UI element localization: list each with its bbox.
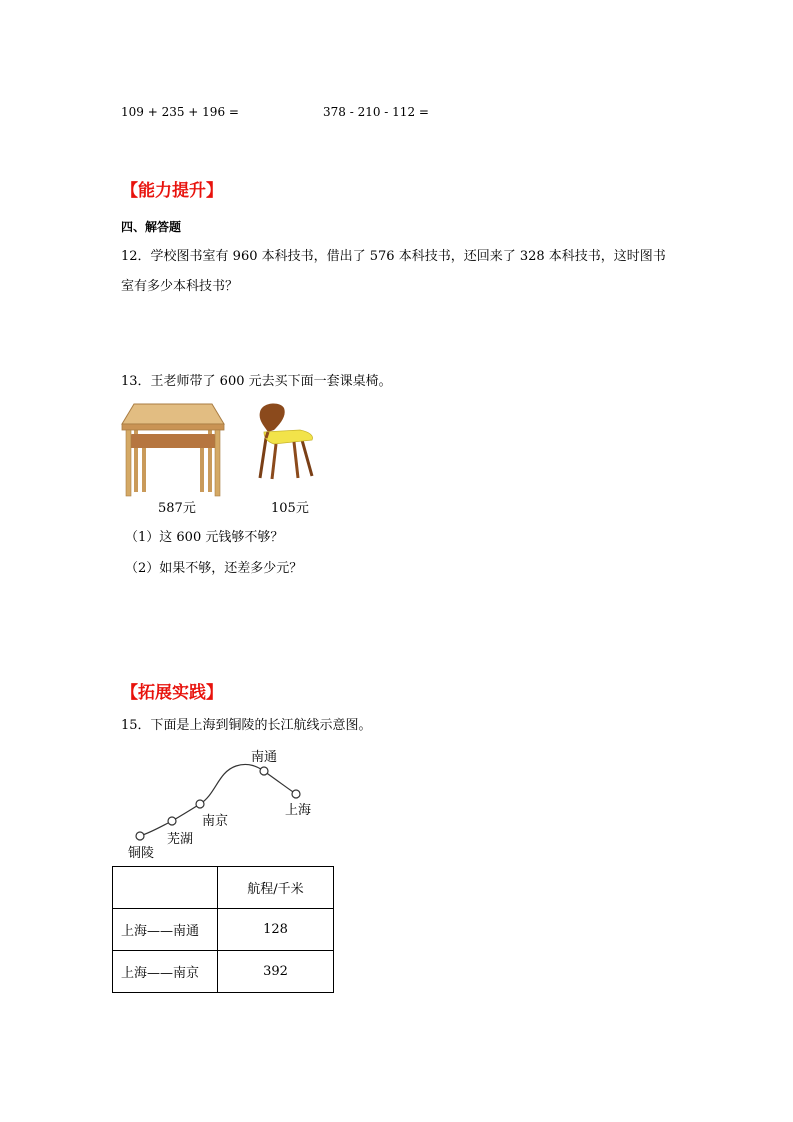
section-title-practice: 【拓展实践】 [121,683,223,703]
map-label-tongling: 铜陵 [128,846,155,861]
map-label-nantong: 南通 [251,750,278,765]
subsection-title: 四、解答题 [121,220,182,234]
wuhu-node [168,817,176,825]
table-cell-distance: 392 [218,951,334,993]
chair-price: 105元 [271,501,309,516]
question-12-line-1: 12．学校图书室有 960 本科技书，借出了 576 本科技书，还回来了 328 本科技书，这时图书 [121,249,666,264]
table-row [113,951,334,993]
table-cell-route: 上海——南京 [113,951,218,993]
table-header-cell [113,867,218,909]
map-label-shanghai: 上海 [285,803,312,818]
question-12-line-2: 室有多少本科技书？ [121,279,239,294]
shanghai-node [292,790,300,798]
desk-price: 587元 [158,501,196,516]
section-title-ability: 【能力提升】 [121,181,223,201]
tongling-node [136,832,144,840]
question-15-text: 15．下面是上海到铜陵的长江航线示意图。 [121,718,372,733]
question-13-text: 13．王老师带了 600 元去买下面一套课桌椅。 [121,374,392,389]
table-row [113,909,334,951]
question-13-sub-2: （2）如果不够，还差多少元？ [125,561,303,576]
table-cell-route: 上海——南通 [113,909,218,951]
nanjing-node [196,800,204,808]
table-header-cell: 航程/千米 [218,867,334,909]
desk-image [120,402,226,498]
chair-image [254,402,318,480]
map-label-nanjing: 南京 [202,814,229,829]
equation-1: 109 + 235 + 196 = [121,105,239,119]
table-cell-distance: 128 [218,909,334,951]
route-distance-table [112,866,334,993]
equation-2: 378 - 210 - 112 = [323,105,429,119]
map-label-wuhu: 芜湖 [167,832,194,847]
table-header-row [113,867,334,909]
nantong-node [260,767,268,775]
question-13-sub-1: （1）这 600 元钱够不够？ [125,530,284,545]
